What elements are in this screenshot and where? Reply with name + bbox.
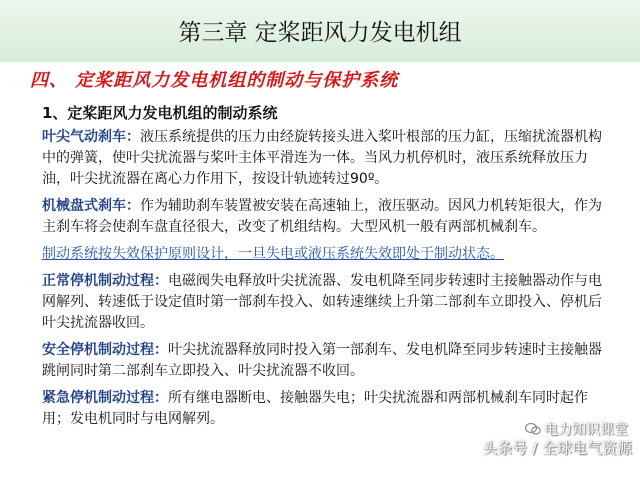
paragraph-safe-stop [42,340,608,382]
paragraph-text: 电磁阀失电释放叶尖扰流器、发电机降至同步转速时主接触器动作与电网解列、转速低于设定值时第一部刹车投入、如转速继续上升第二部刹车立即投入、停机后叶尖扰流器收回。 [42,273,602,331]
section-title: 四、 定桨距风力发电机组的制动与保护系统 [30,70,399,91]
term-label: 紧急停机制动过程： [42,390,168,406]
watermark [482,422,632,458]
paragraph-text: 叶尖扰流器释放同时投入第一部刹车、发电机降至同步转速时主接触器跳闸同时第二部刹车立即投入、叶尖扰流器不收回。 [42,342,602,379]
watermark-top [525,419,628,439]
watermark-line2: 头条号 / 全球电气资源 [482,439,632,457]
term-label: 正常停机制动过程： [42,273,168,289]
paragraph-emergency-stop [42,388,608,430]
chapter-title: 第三章 定桨距风力发电机组 [178,20,462,46]
paragraph-normal-stop [42,271,608,334]
paragraph-disc-brake [42,196,608,238]
paragraph-text: 作为辅助刹车装置被安装在高速轴上，液压驱动。因风力机转矩很大，作为主刹车将会使刹车盘直径很大，改变了机组结构。大型风机一般有两部机械刹车。 [42,198,602,235]
slide-content [42,102,608,436]
term-label: 安全停机制动过程： [42,342,168,358]
paragraph-text: 液压系统提供的压力由经旋转接头进入桨叶根部的压力缸，压缩扰流器机构中的弹簧，使叶尖扰流器与桨叶主体平滑连为一体。当风力机停机时，液压系统释放压力油，叶尖扰流器在离心力作用下，按设计轨迹转过90º。 [42,129,602,187]
subheading: 1、定桨距风力发电机组的制动系统 [42,104,278,122]
watermark-line1: 电力知识课堂 [544,422,628,438]
paragraph-text: 所有继电器断电、接触器失电；叶尖扰流器和两部机械刹车同时起作用；发电机同时与电网解列。 [42,390,588,427]
failsafe-note: 制动系统按失效保护原则设计，一旦失电或液压系统失效即处于制动状态。 [42,246,504,262]
wechat-icon [525,422,541,436]
term-label: 叶尖气动刹车： [42,129,140,145]
paragraph-aero-brake [42,127,608,190]
term-label: 机械盘式刹车： [42,198,140,214]
